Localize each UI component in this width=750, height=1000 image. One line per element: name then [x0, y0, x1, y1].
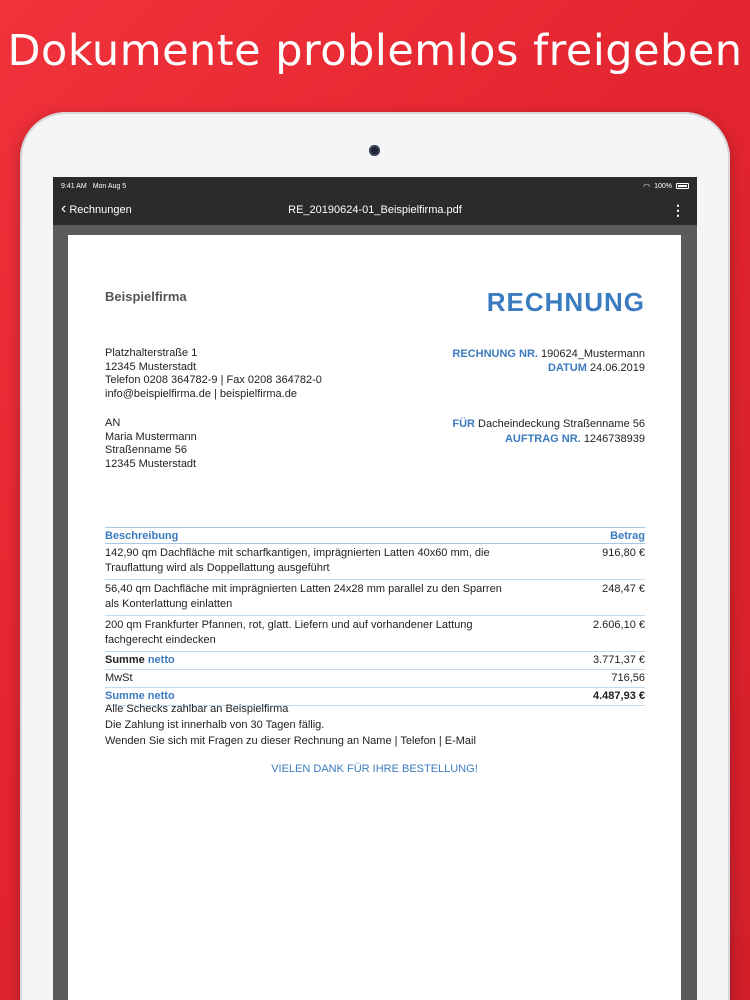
line-items-table — [105, 527, 645, 706]
tax-value: 716,56 — [611, 672, 645, 684]
status-time: 9:41 AM — [61, 182, 87, 190]
screen — [53, 177, 697, 1000]
recipient-address — [105, 417, 197, 471]
for-label: FÜR — [452, 418, 475, 430]
row-amount: 2.606,10 € — [593, 619, 645, 631]
recipient-name: Maria Mustermann — [105, 430, 197, 443]
payment-notes — [105, 701, 476, 749]
company-name: Beispielfirma — [105, 289, 187, 304]
tax-label: MwSt — [105, 672, 133, 684]
order-number-label: AUFTRAG NR. — [504, 433, 581, 445]
battery-percent: 100% — [654, 182, 672, 190]
recipient-an: AN — [105, 417, 121, 429]
wifi-icon: ◠ — [643, 181, 651, 191]
total-label: Summe netto — [105, 690, 175, 702]
chevron-left-icon: ‹ — [61, 200, 67, 217]
row-desc-line1: 56,40 qm Dachfläche mit imprägnierten Latten 24x28 mm parallel zu den Sparren — [105, 583, 502, 595]
tax-row — [105, 670, 645, 688]
more-vertical-icon[interactable]: ⋮ — [671, 201, 685, 218]
invoice-meta — [452, 347, 645, 375]
status-date: Mon Aug 5 — [92, 182, 127, 190]
sender-city: 12345 Musterstadt — [105, 360, 197, 373]
invoice-number-label: RECHNUNG NR. — [452, 348, 538, 360]
nav-bar — [53, 195, 697, 225]
subtotal-label-a: Summe — [105, 654, 145, 666]
battery-icon — [676, 183, 689, 189]
row-desc-line2: fachgerecht eindecken — [105, 634, 216, 646]
for-value: Dacheindeckung Straßenname 56 — [478, 418, 645, 430]
invoice-date-label: DATUM — [547, 362, 587, 374]
table-header — [105, 527, 645, 544]
row-desc-line2: Trauflattung wird als Doppellattung ausgeführt — [105, 562, 330, 574]
camera-icon — [369, 145, 380, 156]
row-desc-line1: 142,90 qm Dachfläche mit scharfkantigen, imprägnierten Latten 40x60 mm, die — [105, 547, 490, 559]
tablet-frame — [20, 112, 730, 1000]
thank-you-text: VIELEN DANK FÜR IHRE BESTELLUNG! — [271, 763, 478, 775]
pdf-page — [68, 235, 681, 1000]
back-button[interactable] — [61, 200, 132, 217]
row-desc-line1: 200 qm Frankfurter Pfannen, rot, glatt. Liefern und auf vorhandener Lattung — [105, 619, 473, 631]
document-title: RE_20190624-01_Beispielfirma.pdf — [288, 204, 462, 216]
back-label: Rechnungen — [69, 204, 132, 216]
recipient-city: 12345 Musterstadt — [105, 457, 197, 470]
table-row — [105, 580, 645, 616]
sender-web: info@beispielfirma.de | beispielfirma.de — [105, 387, 297, 400]
row-desc-line2: als Konterlattung einlatten — [105, 598, 233, 610]
row-amount: 248,47 € — [602, 583, 645, 595]
invoice-date: 24.06.2019 — [589, 362, 645, 374]
subtotal-label-b: netto — [147, 654, 175, 666]
sender-address — [105, 347, 322, 401]
col-amount: Betrag — [610, 530, 645, 542]
note-line: Die Zahlung ist innerhalb von 30 Tagen fällig. — [105, 719, 325, 731]
row-amount: 916,80 € — [602, 547, 645, 559]
sender-phone: Telefon 0208 364782-9 | Fax 0208 364782-0 — [105, 374, 322, 386]
note-line: Alle Schecks zahlbar an Beispielfirma — [105, 703, 289, 715]
subtotal-value: 3.771,37 € — [593, 654, 645, 666]
col-description: Beschreibung — [105, 530, 179, 542]
sender-street: Platzhalterstraße 1 — [105, 347, 198, 359]
table-row — [105, 544, 645, 580]
recipient-street: Straßenname 56 — [105, 444, 187, 456]
table-row — [105, 616, 645, 652]
subtotal-row — [105, 652, 645, 670]
order-meta — [452, 417, 645, 447]
order-number: 1246738939 — [583, 433, 645, 445]
headline: Dokumente problemlos freigeben — [7, 26, 743, 76]
note-line: Wenden Sie sich mit Fragen zu dieser Rechnung an Name | Telefon | E-Mail — [105, 735, 476, 747]
invoice-title: RECHNUNG — [486, 287, 645, 317]
total-value: 4.487,93 € — [593, 690, 645, 702]
invoice-number: 190624_Mustermann — [541, 348, 645, 360]
status-bar — [53, 177, 697, 195]
